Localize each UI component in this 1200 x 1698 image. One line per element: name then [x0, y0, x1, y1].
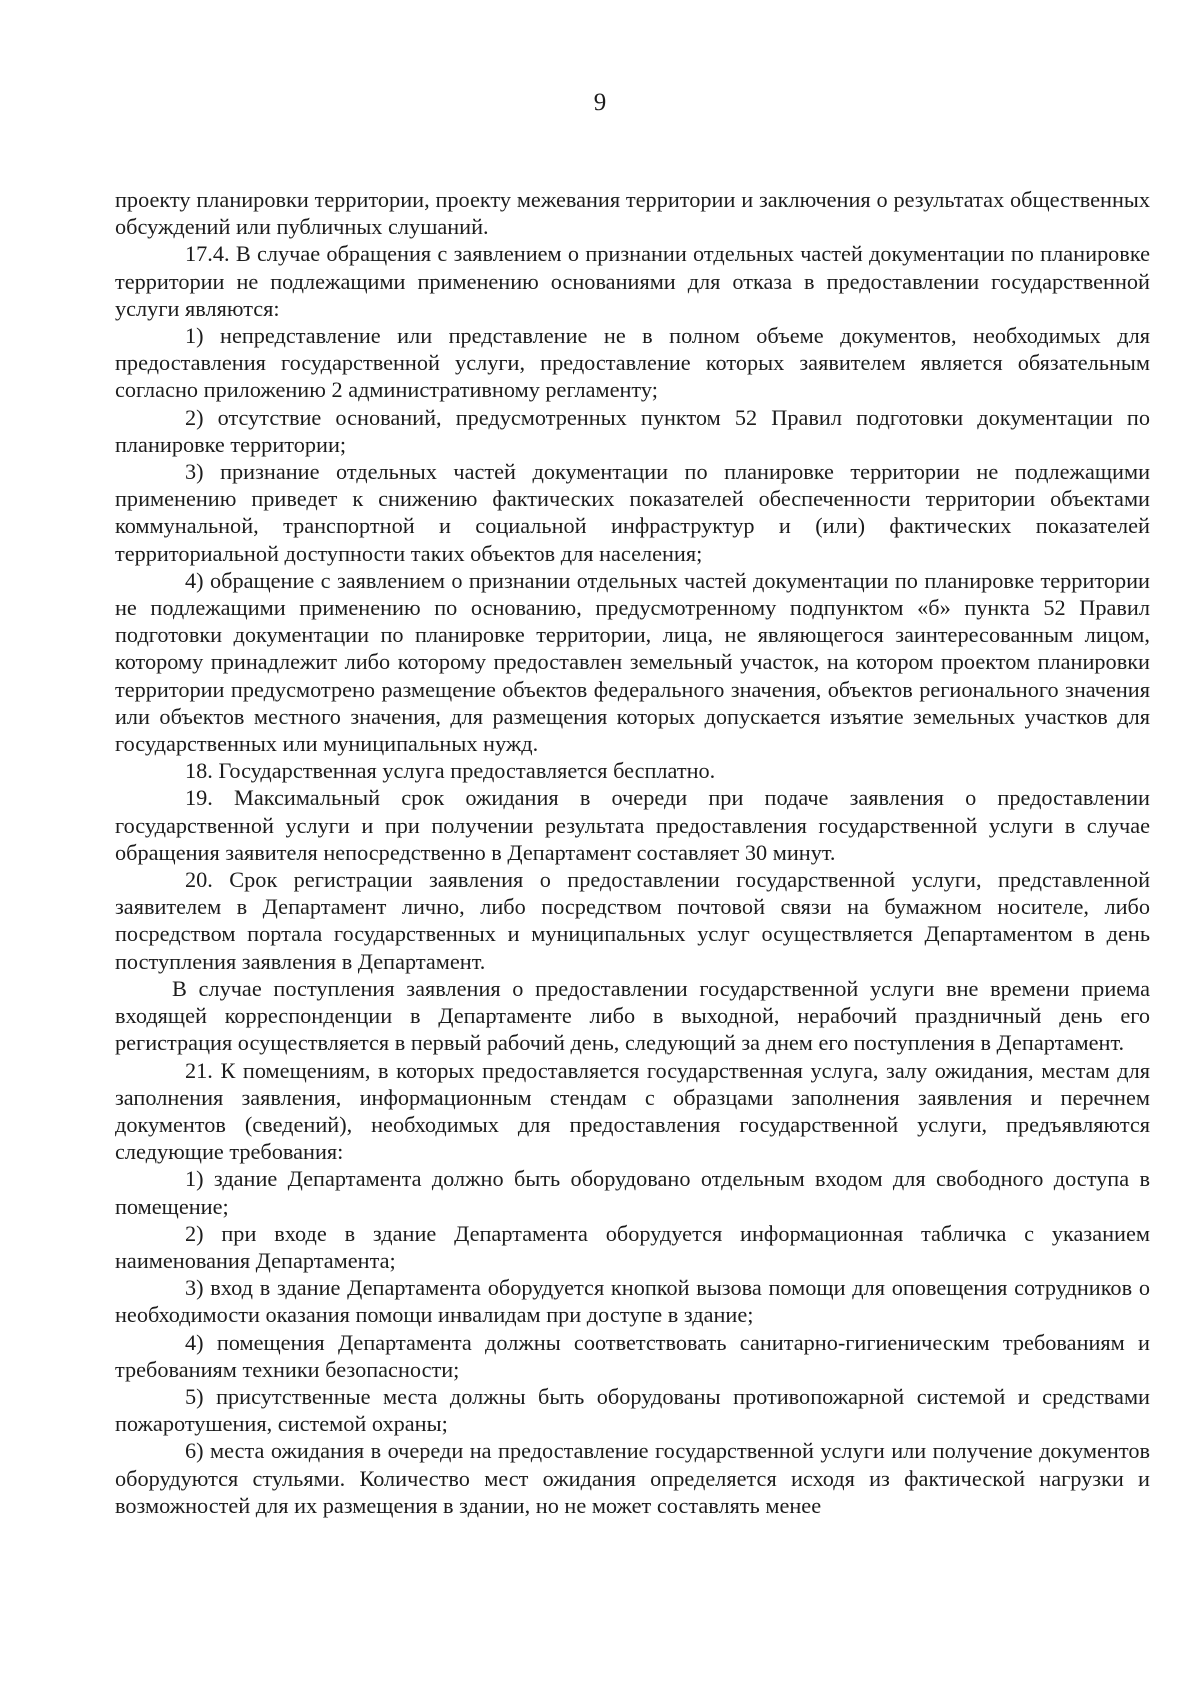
paragraph-21-item-4: 4) помещения Департамента должны соответствовать санитарно-гигиеническим требованиям и требованиям техники безопасности;: [115, 1329, 1150, 1382]
paragraph-17-4: 17.4. В случае обращения с заявлением о признании отдельных частей документации по планировке территории не подлежащими применению основаниями для отказа в предоставлении государственной услуги являются:: [115, 241, 1150, 321]
paragraph-19: 19. Максимальный срок ожидания в очереди при подаче заявления о предоставлении государственной услуги и при получении результата предоставления государственной услуги в случае обращения заявителя непосредственно в Департамент составляет 30 минут.: [115, 785, 1150, 865]
paragraph-18: 18. Государственная услуга предоставляется бесплатно.: [185, 758, 716, 784]
paragraph-17-4-item-2: 2) отсутствие оснований, предусмотренных пунктом 52 Правил подготовки документации по планировке территории;: [115, 404, 1150, 457]
page-number: 9: [593, 89, 607, 116]
document-body: [115, 186, 1150, 1519]
paragraph-21: 21. К помещениям, в которых предоставляется государственная услуга, залу ожидания, местам для заполнения заявления, информационным стендам с образцами заполнения заявления и перечнем документов (сведений), необходимых для предоставления государственной услуги, предъявляются следующие требования:: [115, 1057, 1150, 1165]
paragraph-20-continued: В случае поступления заявления о предоставлении государственной услуги вне времени приема входящей корреспонденции в Департаменте либо в выходной, нерабочий праздничный день его регистрация осуществляется в первый рабочий день, следующий за днем его поступления в Департамент.: [115, 975, 1150, 1056]
paragraph-21-item-5: 5) присутственные места должны быть оборудованы противопожарной системой и средствами пожаротушения, системой охраны;: [115, 1383, 1150, 1437]
paragraph-17-4-item-3: 3) признание отдельных частей документации по планировке территории не подлежащими применению приведет к снижению фактических показателей обеспеченности территории объектами коммунальной, транспортной и социальной инфраструктур и (или) фактических показателей территориальной доступности таких объектов для населения;: [115, 459, 1150, 566]
paragraph-17-4-item-4: 4) обращение с заявлением о признании отдельных частей документации по планировке территории не подлежащими применению по основанию, предусмотренному подпунктом «б» пункта 52 Правил подготовки документации по планировке территории, лица, не являющегося заинтересованным лицом, которому принадлежит либо которому предоставлен земельный участок, на котором проектом планировки территории предусмотрено размещение объектов федерального значения, объектов регионального значения или объектов местного значения, для размещения которых допускается изъятие земельных участков для государственных или муниципальных нужд.: [115, 567, 1150, 757]
paragraph-continuation: проекту планировки территории, проекту межевания территории и заключения о результатах общественных обсуждений или публичных слушаний.: [115, 187, 1150, 240]
paragraph-21-item-6: 6) места ожидания в очереди на предоставление государственной услуги или получение документов оборудуются стульями. Количество мест ожидания определяется исходя из фактической нагрузки и возможностей для их размещения в здании, но не может составлять менее: [115, 1438, 1150, 1518]
paragraph-21-item-2: 2) при входе в здание Департамента оборудуется информационная табличка с указанием наименования Департамента;: [115, 1220, 1150, 1273]
paragraph-21-item-3: 3) вход в здание Департамента оборудуется кнопкой вызова помощи для оповещения сотрудников о необходимости оказания помощи инвалидам при доступе в здание;: [115, 1275, 1150, 1328]
paragraph-21-item-1: 1) здание Департамента должно быть оборудовано отдельным входом для свободного доступа в помещение;: [115, 1166, 1150, 1219]
paragraph-20: 20. Срок регистрации заявления о предоставлении государственной услуги, представленной заявителем в Департамент лично, либо посредством почтовой связи на бумажном носителе, либо посредством портала государственных и муниципальных услуг осуществляется Департаментом в день поступления заявления в Департамент.: [115, 867, 1150, 974]
paragraph-17-4-item-1: 1) непредставление или представление не в полном объеме документов, необходимых для предоставления государственной услуги, предоставление которых заявителем является обязательным согласно приложению 2 административному регламенту;: [115, 323, 1150, 403]
